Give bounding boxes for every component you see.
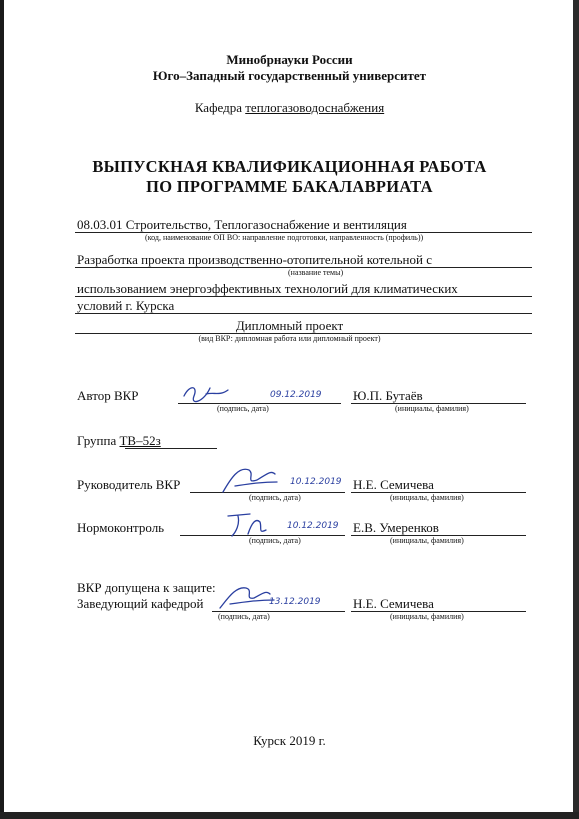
scan-right-edge (573, 0, 579, 819)
work-type-value: Дипломный проект (235, 318, 344, 333)
author-sign-date: 09.12.2019 (270, 390, 322, 400)
department-name: теплогазоводоснабжения (245, 100, 385, 115)
normcontrol-name: Е.В. Умеренков (353, 520, 439, 535)
department-prefix: Кафедра (194, 100, 246, 115)
topic-caption: (название темы) (288, 268, 344, 277)
supervisor-name-caption: (инициалы, фамилия) (390, 493, 464, 502)
admission-name: Н.Е. Семичева (353, 596, 434, 611)
topic-line2: использованием энергоэффективных технологий для климатических (77, 281, 458, 296)
scan-left-edge (0, 0, 4, 819)
topic-underline-2 (75, 296, 532, 297)
author-name: Ю.П. Бутаёв (353, 388, 423, 403)
supervisor-sign-date: 10.12.2019 (290, 477, 342, 487)
normcontrol-sign-date: 10.12.2019 (287, 521, 339, 531)
group-value: ТВ–52з (119, 433, 161, 448)
supervisor-name: Н.Е. Семичева (353, 477, 434, 492)
normcontrol-signature (222, 506, 347, 538)
document-title-line2: ПО ПРОГРАММЕ БАКАЛАВРИАТА (146, 177, 433, 196)
author-signature (180, 380, 345, 406)
admission-name-caption: (инициалы, фамилия) (390, 612, 464, 621)
author-label: Автор ВКР (77, 388, 139, 403)
admission-sign-caption: (подпись, дата) (218, 612, 270, 621)
university-name: Юго–Западный государственный университет (152, 68, 427, 83)
work-type-caption: (вид ВКР: дипломная работа или дипломный проект) (198, 334, 381, 343)
admission-sign-date: 13.12.2019 (269, 597, 321, 607)
program-caption: (код, наименование ОП ВО: направление подготовки, направленность (профиль)) (145, 233, 424, 242)
topic-line3: условий г. Курска (77, 298, 175, 313)
topic-underline-3 (75, 313, 532, 314)
supervisor-sign-caption: (подпись, дата) (249, 493, 301, 502)
supervisor-signature (215, 460, 350, 496)
normcontrol-sign-caption: (подпись, дата) (249, 536, 301, 545)
admission-label: Заведующий кафедрой (77, 596, 204, 611)
group (77, 433, 161, 449)
document-title-line1: ВЫПУСКНАЯ КВАЛИФИКАЦИОННАЯ РАБОТА (92, 157, 487, 176)
group-underline (125, 448, 217, 449)
author-sign-caption: (подпись, дата) (217, 404, 269, 413)
department (0, 100, 579, 116)
group-label: Группа (77, 433, 120, 448)
ministry-name: Минобрнауки России (226, 52, 353, 67)
topic-line1: Разработка проекта производственно-отопительной котельной с (77, 252, 432, 267)
admission-line1: ВКР допущена к защите: (77, 580, 216, 595)
normcontrol-name-caption: (инициалы, фамилия) (390, 536, 464, 545)
admission-signature (214, 578, 344, 614)
city-year: Курск 2019 г. (253, 733, 326, 748)
program-value: 08.03.01 Строительство, Теплогазоснабжение и вентиляция (77, 217, 407, 232)
scan-bottom-edge (0, 812, 579, 819)
normcontrol-label: Нормоконтроль (77, 520, 165, 535)
author-name-caption: (инициалы, фамилия) (395, 404, 469, 413)
supervisor-label: Руководитель ВКР (77, 477, 181, 492)
